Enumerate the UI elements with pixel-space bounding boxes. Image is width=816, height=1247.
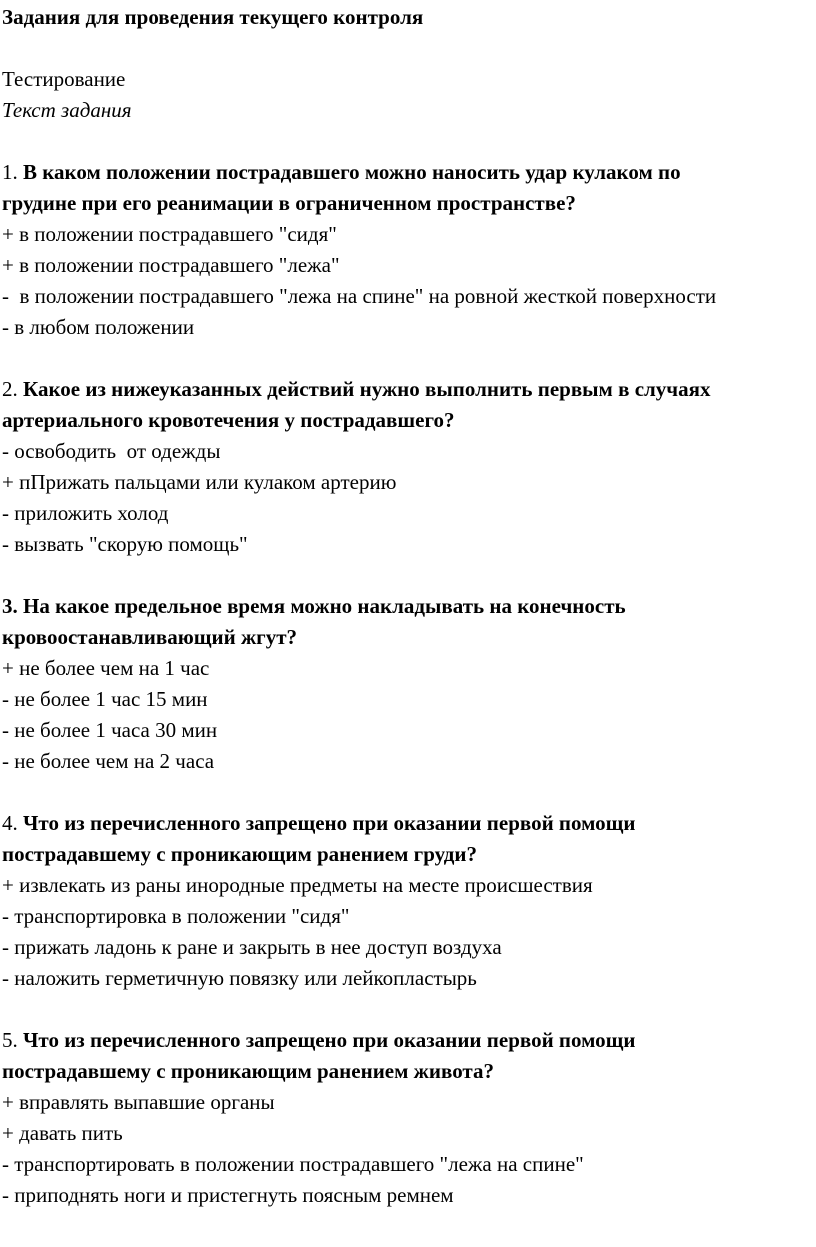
- question-block-2: [2, 374, 814, 560]
- blank-line: [2, 777, 814, 808]
- answer-option: - не более 1 часа 30 мин: [2, 718, 218, 742]
- question-block-1: [2, 157, 814, 343]
- blank-line: [2, 33, 814, 64]
- question-text-line-2: артериального кровотечения у пострадавшего?: [2, 408, 455, 432]
- answer-option: - вызвать "скорую помощь": [2, 532, 248, 556]
- question-text-line-1: [2, 374, 814, 405]
- question-text-line-2: кровоостанавливающий жгут?: [2, 625, 298, 649]
- answer-option: + в положении пострадавшего "лежа": [2, 253, 340, 277]
- question-block-4: [2, 808, 814, 994]
- question-text: Что из перечисленного запрещено при оказании первой помощи: [23, 1028, 636, 1052]
- subsection-heading: Текст задания: [2, 98, 132, 122]
- blank-line: [2, 343, 814, 374]
- question-number: 3.: [2, 594, 18, 618]
- answer-option: - в любом положении: [2, 315, 195, 339]
- answer-option: - приподнять ноги и пристегнуть поясным ремнем: [2, 1183, 454, 1207]
- answer-option: + пПрижать пальцами или кулаком артерию: [2, 470, 397, 494]
- question-text: Какое из нижеуказанных действий нужно выполнить первым в случаях: [23, 377, 711, 401]
- question-block-3: [2, 591, 814, 777]
- answer-option: + давать пить: [2, 1121, 123, 1145]
- answer-option: - наложить герметичную повязку или лейкопластырь: [2, 966, 477, 990]
- question-text-line-2: пострадавшему с проникающим ранением груди?: [2, 842, 478, 866]
- question-number: 5.: [2, 1028, 18, 1052]
- answer-option: - в положении пострадавшего "лежа на спине" на ровной жесткой поверхности: [2, 284, 717, 308]
- question-text-line-1: [2, 1025, 814, 1056]
- question-text-line-1: [2, 808, 814, 839]
- answer-option: - приложить холод: [2, 501, 169, 525]
- answer-option: - прижать ладонь к ране и закрыть в нее доступ воздуха: [2, 935, 502, 959]
- answer-option: + вправлять выпавшие органы: [2, 1090, 275, 1114]
- answer-option: + извлекать из раны инородные предметы на месте происшествия: [2, 873, 593, 897]
- document-title: Задания для проведения текущего контроля: [2, 5, 424, 29]
- document-page: [2, 2, 814, 1211]
- answer-option: - транспортировать в положении пострадавшего "лежа на спине": [2, 1152, 584, 1176]
- question-text: Что из перечисленного запрещено при оказании первой помощи: [23, 811, 636, 835]
- answer-option: - освободить от одежды: [2, 439, 221, 463]
- question-block-5: [2, 1025, 814, 1211]
- question-number: 4.: [2, 811, 18, 835]
- question-text: На какое предельное время можно накладывать на конечность: [23, 594, 626, 618]
- answer-option: - не более чем на 2 часа: [2, 749, 215, 773]
- blank-line: [2, 126, 814, 157]
- question-text-line-2: пострадавшему с проникающим ранением живота?: [2, 1059, 494, 1083]
- question-number: 2.: [2, 377, 18, 401]
- question-text-line-2: грудине при его реанимации в ограниченном пространстве?: [2, 191, 576, 215]
- answer-option: + в положении пострадавшего "сидя": [2, 222, 337, 246]
- question-text: В каком положении пострадавшего можно наносить удар кулаком по: [23, 160, 681, 184]
- question-text-line-1: [2, 591, 814, 622]
- blank-line: [2, 560, 814, 591]
- question-number: 1.: [2, 160, 18, 184]
- question-text-line-1: [2, 157, 814, 188]
- answer-option: - транспортировка в положении "сидя": [2, 904, 350, 928]
- question-list: [2, 126, 814, 1211]
- answer-option: + не более чем на 1 час: [2, 656, 210, 680]
- answer-option: - не более 1 час 15 мин: [2, 687, 208, 711]
- section-heading: Тестирование: [2, 67, 126, 91]
- blank-line: [2, 994, 814, 1025]
